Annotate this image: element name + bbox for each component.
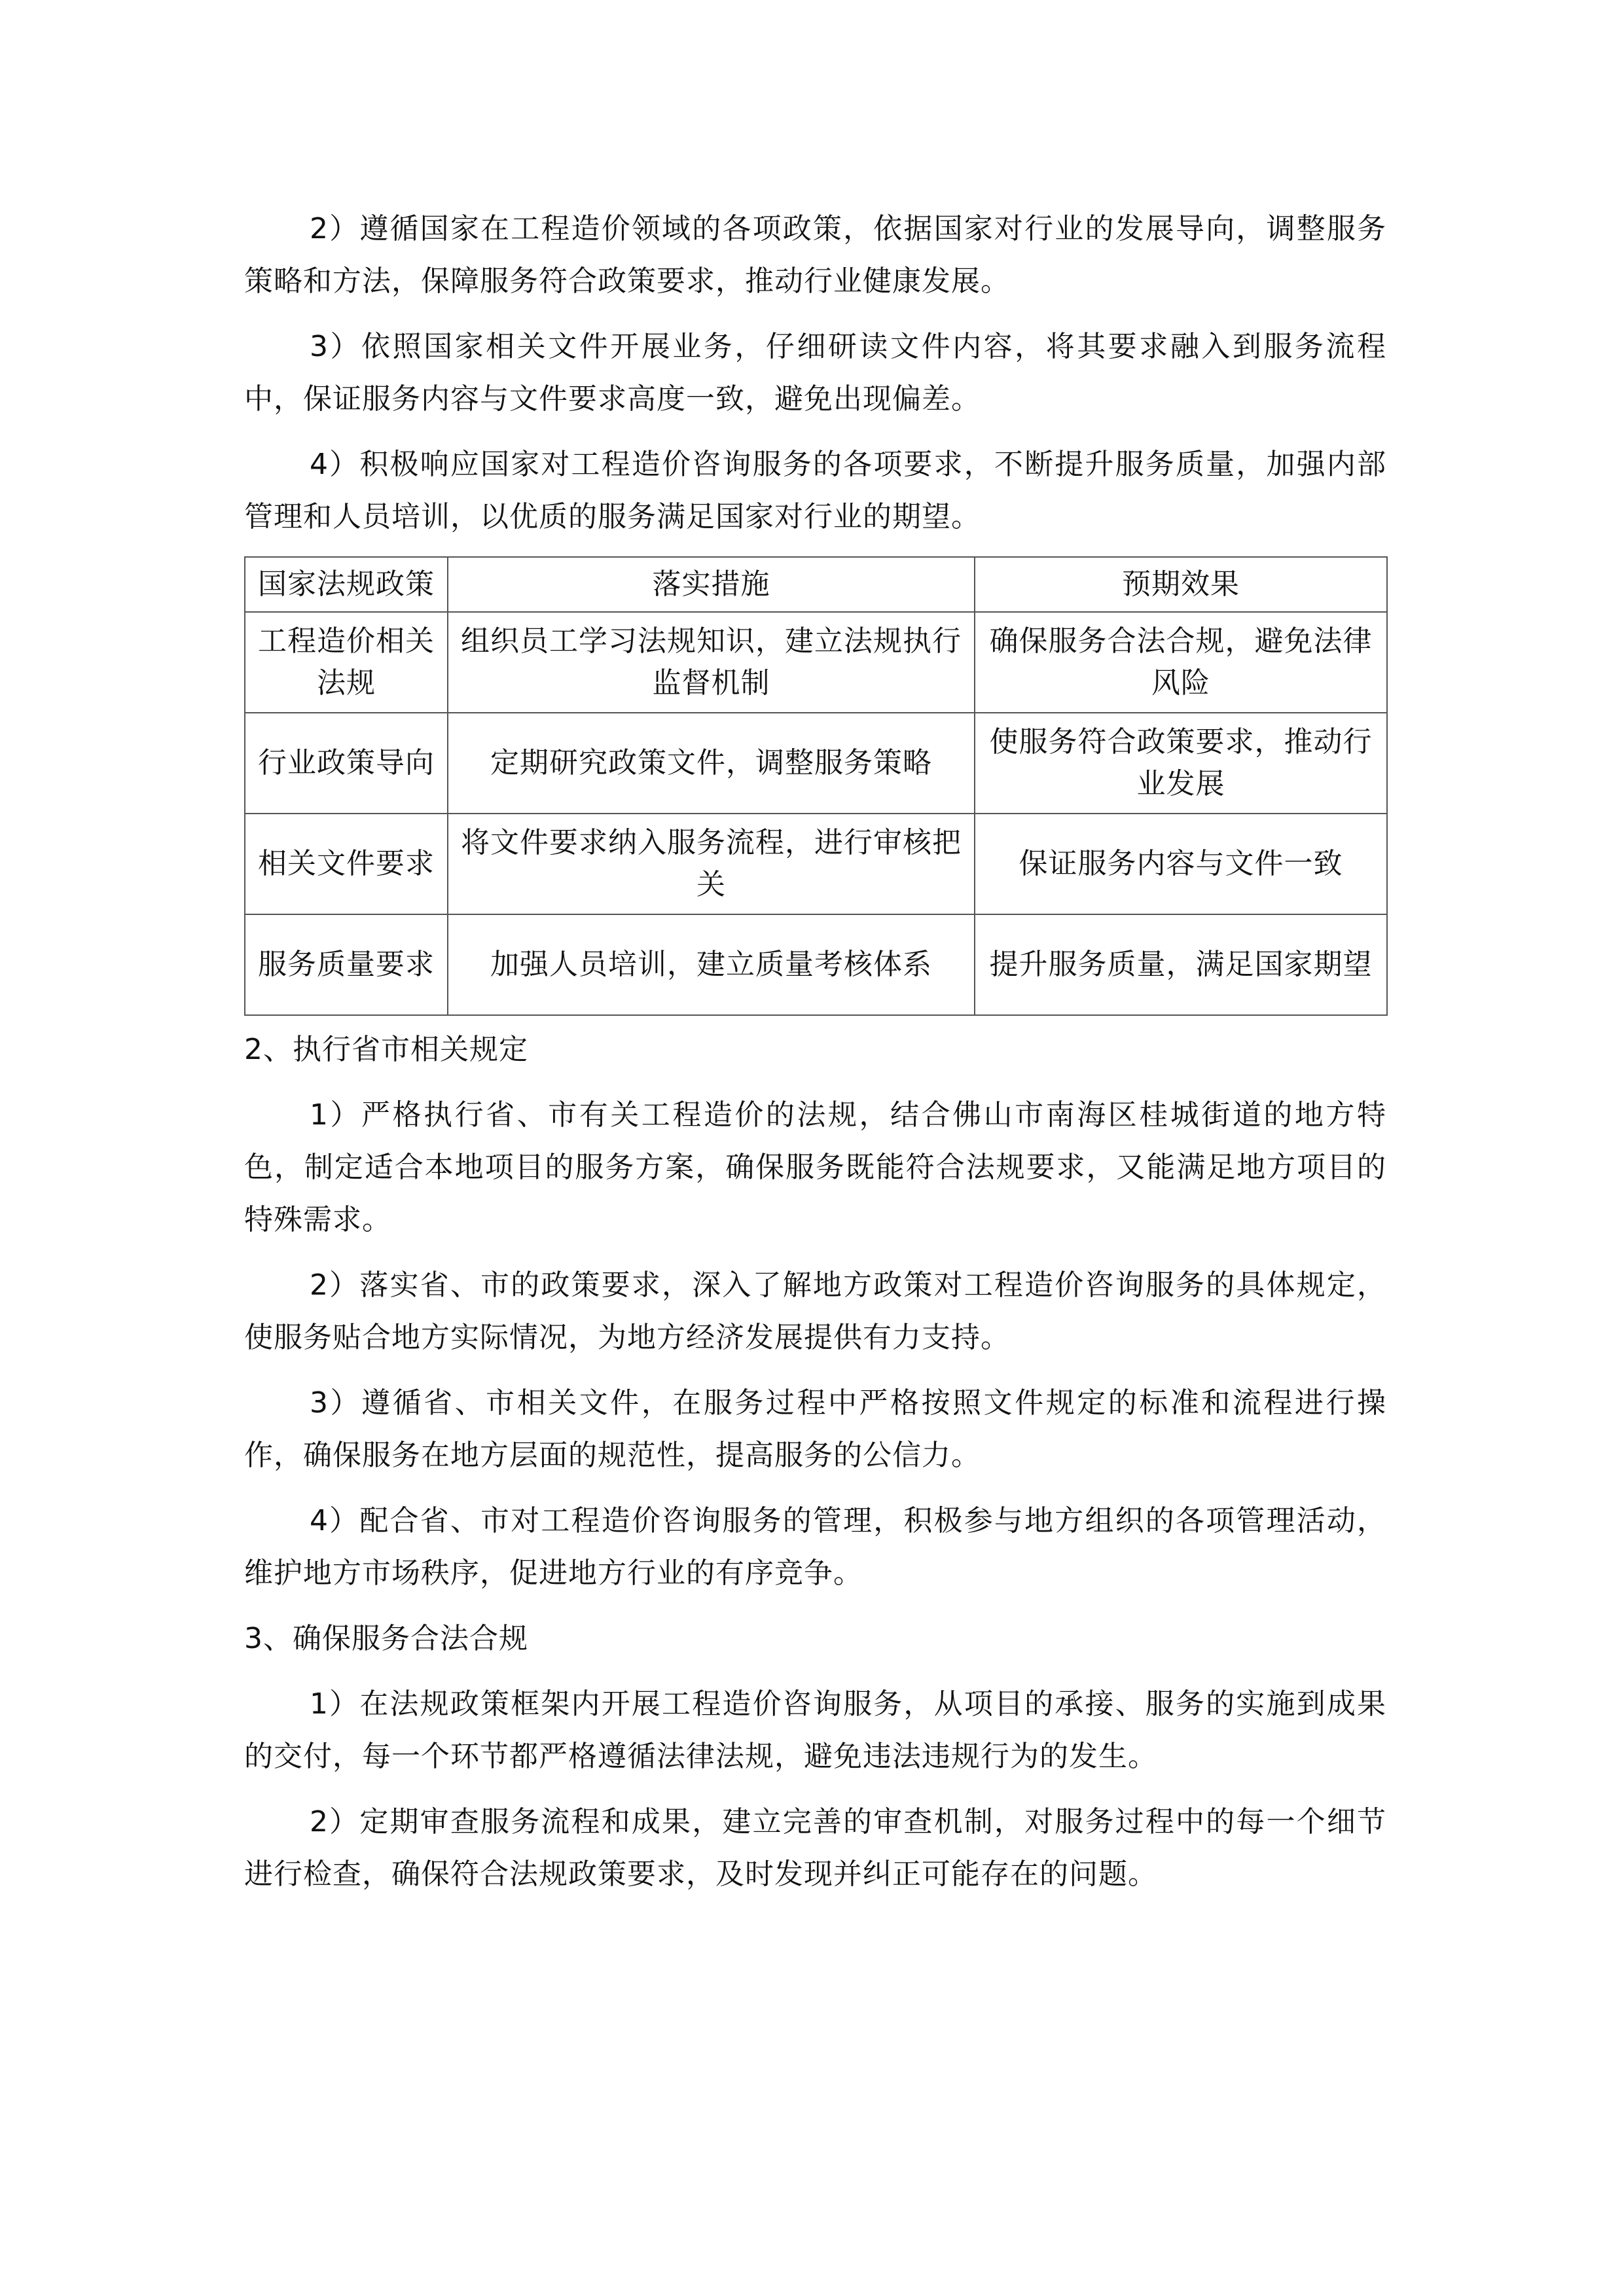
table-cell-effect: 确保服务合法合规，避免法律风险 — [975, 612, 1387, 713]
policy-table — [244, 556, 1388, 1016]
table-cell-effect: 使服务符合政策要求，推动行业发展 — [975, 713, 1387, 814]
paragraph-top-4: 4）积极响应国家对工程造价咨询服务的各项要求，不断提升服务质量，加强内部管理和人员培训，以优质的服务满足国家对行业的期望。 — [244, 448, 1386, 533]
column-header-measures: 落实措施 — [448, 557, 975, 612]
section2-paragraph-2: 2）落实省、市的政策要求，深入了解地方政策对工程造价咨询服务的具体规定，使服务贴合地方实际情况，为地方经济发展提供有力支持。 — [244, 1268, 1386, 1354]
table-cell-effect: 提升服务质量，满足国家期望 — [975, 914, 1387, 1015]
paragraph-top-2: 2）遵循国家在工程造价领域的各项政策，依据国家对行业的发展导向，调整服务策略和方法，保障服务符合政策要求，推动行业健康发展。 — [244, 212, 1386, 298]
table-cell-measure: 加强人员培训，建立质量考核体系 — [448, 914, 975, 1015]
table-cell-measure: 组织员工学习法规知识，建立法规执行监督机制 — [448, 612, 975, 713]
section3-paragraph-1: 1）在法规政策框架内开展工程造价咨询服务，从项目的承接、服务的实施到成果的交付，每一个环节都严格遵循法律法规，避免违法违规行为的发生。 — [244, 1687, 1386, 1773]
table-cell-policy: 行业政策导向 — [245, 713, 448, 814]
section-heading-compliance: 3、确保服务合法合规 — [244, 1622, 528, 1655]
section2-paragraph-4: 4）配合省、市对工程造价咨询服务的管理，积极参与地方组织的各项管理活动，维护地方市场秩序，促进地方行业的有序竞争。 — [244, 1504, 1386, 1590]
column-header-policy: 国家法规政策 — [245, 557, 448, 612]
table-row — [245, 713, 1387, 814]
document-page — [244, 203, 1386, 1914]
table-row — [245, 814, 1387, 914]
column-header-effects: 预期效果 — [975, 557, 1387, 612]
section2-paragraph-3: 3）遵循省、市相关文件，在服务过程中严格按照文件规定的标准和流程进行操作，确保服务在地方层面的规范性，提高服务的公信力。 — [244, 1386, 1386, 1472]
paragraph-top-3: 3）依照国家相关文件开展业务，仔细研读文件内容，将其要求融入到服务流程中，保证服务内容与文件要求高度一致，避免出现偏差。 — [244, 330, 1386, 416]
table-cell-policy: 服务质量要求 — [245, 914, 448, 1015]
table-cell-policy: 工程造价相关法规 — [245, 612, 448, 713]
section3-paragraph-2: 2）定期审查服务流程和成果，建立完善的审查机制，对服务过程中的每一个细节进行检查，确保符合法规政策要求，及时发现并纠正可能存在的问题。 — [244, 1805, 1386, 1891]
table-cell-measure: 将文件要求纳入服务流程，进行审核把关 — [448, 814, 975, 914]
table-cell-effect: 保证服务内容与文件一致 — [975, 814, 1387, 914]
section2-paragraph-1: 1）严格执行省、市有关工程造价的法规，结合佛山市南海区桂城街道的地方特色，制定适合本地项目的服务方案，确保服务既能符合法规要求，又能满足地方项目的特殊需求。 — [244, 1098, 1386, 1236]
section-heading-provincial: 2、执行省市相关规定 — [244, 1033, 528, 1066]
table-cell-policy: 相关文件要求 — [245, 814, 448, 914]
table-cell-measure: 定期研究政策文件，调整服务策略 — [448, 713, 975, 814]
table-row — [245, 612, 1387, 713]
table-row — [245, 914, 1387, 1015]
table-header-row — [245, 557, 1387, 612]
